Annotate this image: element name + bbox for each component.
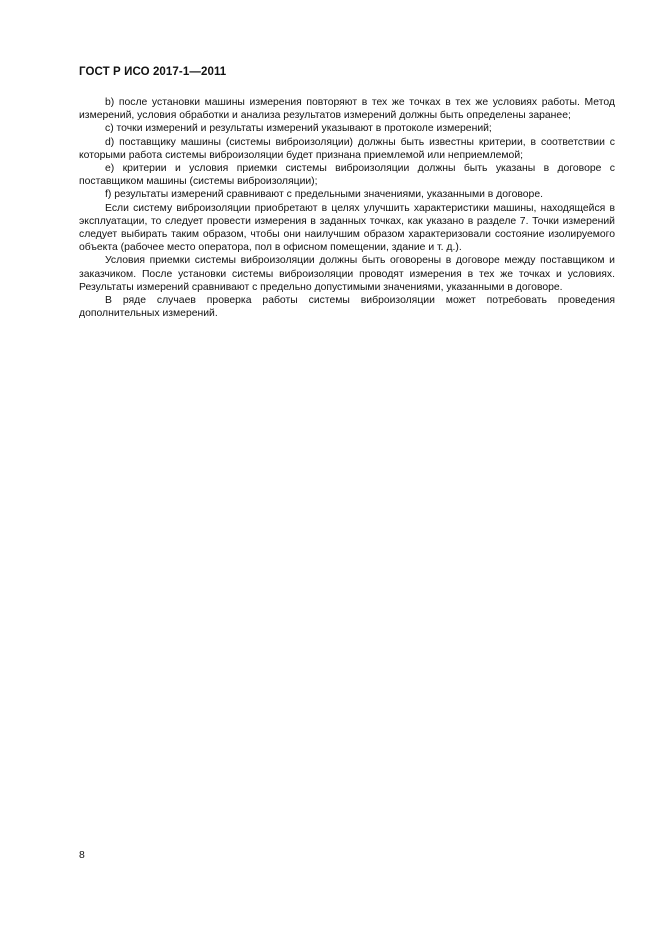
paragraph-item-e: e) критерии и условия приемки системы виброизоляции должны быть указаны в договоре с поставщиком машины (системы виброизоляции); (79, 163, 615, 188)
page-number: 8 (79, 850, 85, 861)
document-body (79, 96, 615, 320)
paragraph-item-d: d) поставщику машины (системы виброизоляции) должны быть известны критерии, в соответствии с которыми работа системы виброизоляции будет признана приемлемой или неприемлемой; (79, 136, 615, 161)
paragraph-acceptance-conditions: Условия приемки системы виброизоляции должны быть оговорены в договоре между поставщиком и заказчиком. После установки системы виброизоляции проводят измерения в тех же точках и условиях. Результаты измерений сравнивают с предельно допустимыми значениями, указанными в договоре. (79, 255, 615, 293)
paragraph-existing-machine: Если систему виброизоляции приобретают в целях улучшить характеристики машины, находящейся в эксплуатации, то следует провести измерения в заданных точках, как указано в разделе 7. Точки измерений следует выбирать таким образом, чтобы они наилучшим образом характеризовали состояние изолируемого объекта (рабочее место оператора, пол в офисном помещении, здание и т. д.). (79, 202, 615, 254)
document-header: ГОСТ Р ИСО 2017-1—2011 (79, 66, 227, 78)
paragraph-additional-measurements: В ряде случаев проверка работы системы виброизоляции может потребовать проведения дополнительных измерений. (79, 295, 615, 320)
paragraph-item-f: f) результаты измерений сравнивают с предельными значениями, указанными в договоре. (105, 189, 543, 201)
paragraph-item-c: c) точки измерений и результаты измерений указывают в протоколе измерений; (105, 123, 492, 135)
paragraph-item-b: b) после установки машины измерения повторяют в тех же точках в тех же условиях работы. Метод измерений, условия обработки и анализа результатов измерений должны быть определены заранее; (79, 97, 615, 122)
